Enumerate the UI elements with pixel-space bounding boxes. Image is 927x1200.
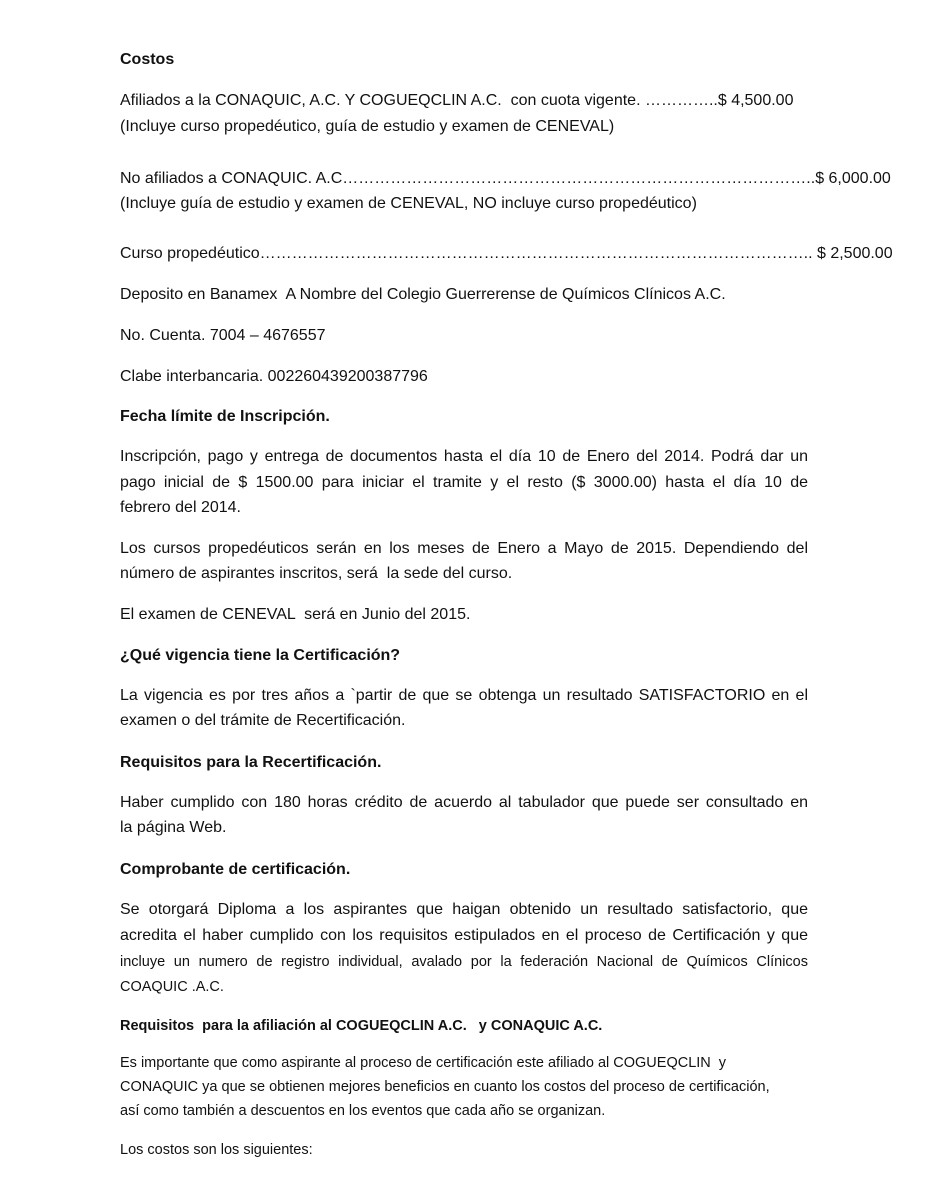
validity-paragraph-line: La vigencia es por tres años a `partir de que se obtenga un resultado SATISFACTORIO en el	[120, 687, 808, 704]
affiliated-cost-line: Afiliados a la CONAQUIC, A.C. Y COGUEQCLIN A.C. con cuota vigente. …………..$ 4,500.00	[120, 92, 794, 109]
deadline-paragraph-line: febrero del 2014.	[120, 499, 241, 516]
deadline-heading: Fecha límite de Inscripción.	[120, 408, 330, 425]
proof-paragraph-line: incluye un numero de registro individual, avalado por la federación Nacional de Químicos Clínicos	[120, 954, 808, 970]
affiliation-paragraph-line: así como también a descuentos en los eventos que cada año se organizan.	[120, 1103, 606, 1119]
affiliation-paragraph-line: CONAQUIC ya que se obtienen mejores beneficios en cuanto los costos del proceso de certificación,	[120, 1079, 770, 1095]
recertification-paragraph-line: Haber cumplido con 180 horas crédito de acuerdo al tabulador que puede ser consultado en	[120, 794, 808, 811]
account-number-line: No. Cuenta. 7004 – 4676557	[120, 327, 326, 344]
proof-paragraph-line: acredita el haber cumplido con los requisitos estipulados en el proceso de Certificación y que	[120, 927, 808, 944]
validity-heading: ¿Qué vigencia tiene la Certificación?	[120, 647, 401, 664]
courses-paragraph-line: Los cursos propedéuticos serán en los meses de Enero a Mayo de 2015. Dependiendo del	[120, 540, 808, 557]
recertification-heading: Requisitos para la Recertificación.	[120, 754, 382, 771]
affiliation-closing-line: Los costos son los siguientes:	[120, 1142, 313, 1158]
proof-paragraph-line: Se otorgará Diploma a los aspirantes que haigan obtenido un resultado satisfactorio, que	[120, 901, 808, 918]
costs-heading: Costos	[120, 51, 175, 68]
deposit-line: Deposito en Banamex A Nombre del Colegio Guerrerense de Químicos Clínicos A.C.	[120, 286, 726, 303]
recertification-paragraph-line: la página Web.	[120, 819, 227, 836]
course-cost-line: Curso propedéutico………………………………………………………………………………………….. $ 2,500.00	[120, 245, 893, 262]
proof-heading: Comprobante de certificación.	[120, 861, 351, 878]
proof-paragraph-line: COAQUIC .A.C.	[120, 979, 224, 995]
affiliated-cost-note: (Incluye curso propedéutico, guía de estudio y examen de CENEVAL)	[120, 118, 615, 135]
deadline-paragraph-line: pago inicial de $ 1500.00 para iniciar el tramite y el resto ($ 3000.00) hasta el día 10 de	[120, 474, 808, 491]
affiliation-paragraph-line: Es importante que como aspirante al proceso de certificación este afiliado al COGUEQCLIN y	[120, 1055, 727, 1071]
affiliation-heading: Requisitos para la afiliación al COGUEQCLIN A.C. y CONAQUIC A.C.	[120, 1018, 603, 1034]
non-affiliated-cost-note: (Incluye guía de estudio y examen de CENEVAL, NO incluye curso propedéutico)	[120, 195, 697, 212]
courses-paragraph-line: número de aspirantes inscritos, será la sede del curso.	[120, 565, 513, 582]
exam-date-line: El examen de CENEVAL será en Junio del 2015.	[120, 606, 471, 623]
clabe-line: Clabe interbancaria. 002260439200387796	[120, 368, 428, 385]
validity-paragraph-line: examen o del trámite de Recertificación.	[120, 712, 406, 729]
deadline-paragraph-line: Inscripción, pago y entrega de documentos hasta el día 10 de Enero del 2014. Podrá dar un	[120, 448, 808, 465]
non-affiliated-cost-line: No afiliados a CONAQUIC. A.C……………………………………………………………………………..$ 6,000.00	[120, 170, 891, 187]
